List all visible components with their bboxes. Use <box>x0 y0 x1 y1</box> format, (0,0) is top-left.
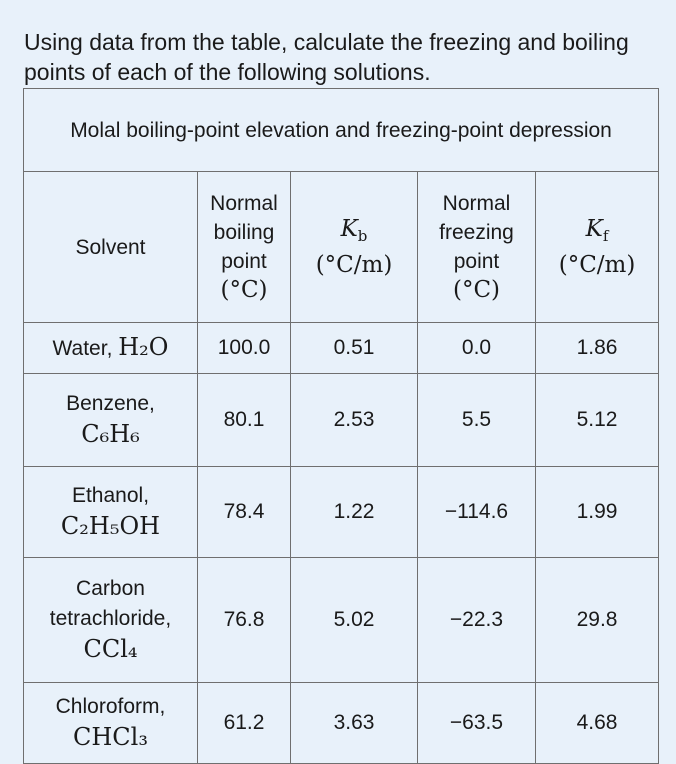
table-row <box>24 374 659 467</box>
table-caption: Molal boiling-point elevation and freezing-point depression <box>24 89 659 172</box>
solvent-name: Water, H₂O <box>24 323 198 374</box>
problem-statement: Using data from the table, calculate the freezing and boiling points of each of the following solutions. <box>24 29 629 85</box>
kf-cell: 1.86 <box>536 323 659 374</box>
solvent-name: Carbon tetrachloride, CCl₄ <box>24 558 198 683</box>
table-header-row <box>24 172 659 323</box>
kf-cell: 5.12 <box>536 374 659 467</box>
header-solvent: Solvent <box>24 172 198 323</box>
boiling-point-cell: 80.1 <box>198 374 291 467</box>
kb-cell: 2.53 <box>291 374 418 467</box>
boiling-point-cell: 76.8 <box>198 558 291 683</box>
freezing-point-cell: 5.5 <box>418 374 536 467</box>
solvent-name: Chloroform, CHCl₃ <box>24 683 198 764</box>
header-kb: $K_b$ (°C/m) <box>291 172 418 323</box>
table-row <box>24 683 659 764</box>
solvent-data-table <box>23 88 659 764</box>
freezing-point-cell: −114.6 <box>418 467 536 558</box>
boiling-point-cell: 61.2 <box>198 683 291 764</box>
boiling-point-cell: 78.4 <box>198 467 291 558</box>
freezing-point-cell: −63.5 <box>418 683 536 764</box>
freezing-point-cell: −22.3 <box>418 558 536 683</box>
kb-cell: 0.51 <box>291 323 418 374</box>
table-row <box>24 558 659 683</box>
boiling-point-cell: 100.0 <box>198 323 291 374</box>
kb-cell: 5.02 <box>291 558 418 683</box>
solvent-name: Benzene, C₆H₆ <box>24 374 198 467</box>
table-row <box>24 323 659 374</box>
kb-cell: 3.63 <box>291 683 418 764</box>
kb-cell: 1.22 <box>291 467 418 558</box>
header-normal-freezing-point: Normal freezing point (°C) <box>418 172 536 323</box>
kf-cell: 29.8 <box>536 558 659 683</box>
kf-cell: 4.68 <box>536 683 659 764</box>
kf-cell: 1.99 <box>536 467 659 558</box>
header-normal-boiling-point: Normal boiling point (°C) <box>198 172 291 323</box>
header-kf: $K_f$ (°C/m) <box>536 172 659 323</box>
freezing-point-cell: 0.0 <box>418 323 536 374</box>
table-row <box>24 467 659 558</box>
solvent-name: Ethanol, C₂H₅OH <box>24 467 198 558</box>
